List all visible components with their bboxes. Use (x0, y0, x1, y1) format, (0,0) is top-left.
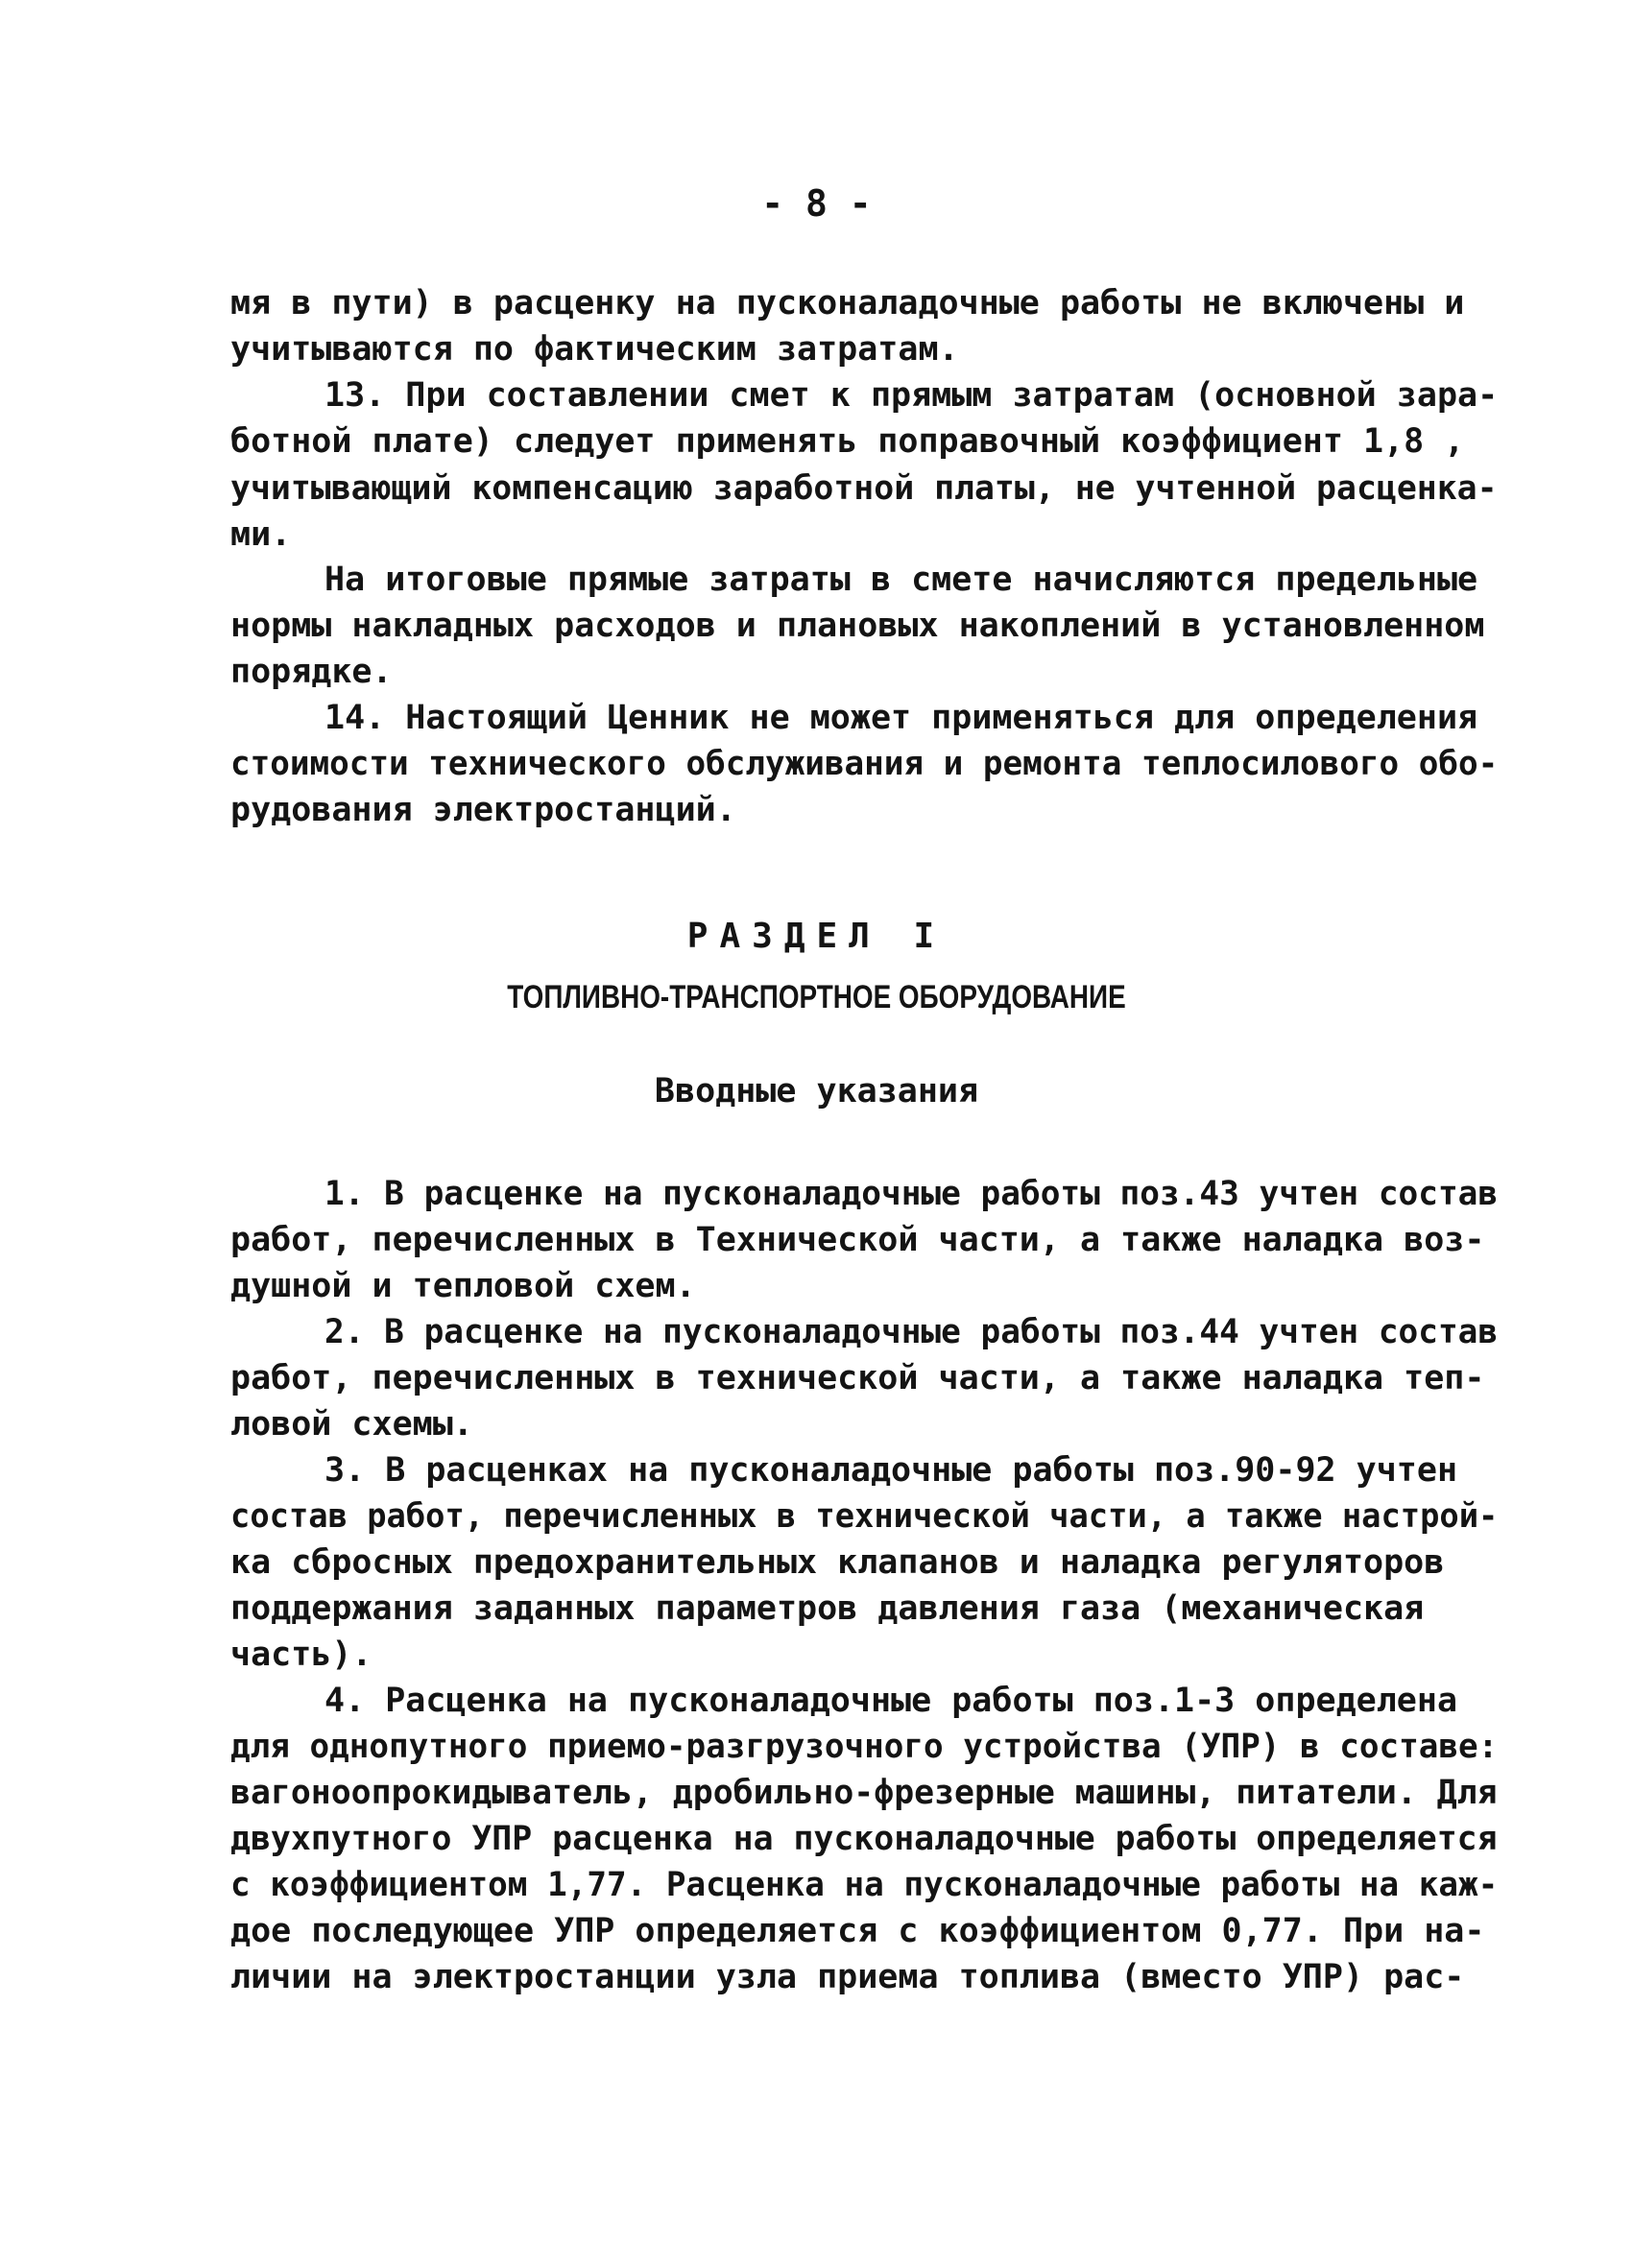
text-line: 14. Настоящий Ценник не может применяться для определения (324, 699, 1478, 737)
text-line: рудования электростанций. (230, 791, 736, 829)
intro-heading: Вводные указания (654, 1072, 979, 1110)
text-line: личии на электростанции узла приема топлива (вместо УПР) рас- (230, 1958, 1465, 1996)
text-line: 13. При составлении смет к прямым затратам (основной зара- (324, 376, 1499, 415)
text-line: дое последующее УПР определяется с коэффициентом 0,77. При на- (230, 1912, 1485, 1950)
text-line: состав работ, перечисленных в технической части, а также настрой- (230, 1497, 1499, 1536)
text-line: учитываются по фактическим затратам. (230, 330, 959, 369)
text-line: стоимости технического обслуживания и ремонта теплосилового обо- (230, 745, 1499, 783)
text-line: На итоговые прямые затраты в смете начисляются предельные (324, 561, 1478, 599)
text-line: работ, перечисленных в технической части, а также наладка теп- (230, 1359, 1485, 1397)
section-title: РАЗДЕЛ I (686, 917, 947, 956)
text-line: поддержания заданных параметров давления газа (механическая (230, 1589, 1425, 1628)
text-line: ка сбросных предохранительных клапанов и наладка регуляторов (230, 1543, 1445, 1582)
text-line: 3. В расценках на пусконаладочные работы поз.90-92 учтен (324, 1451, 1458, 1490)
text-line: двухпутного УПР расценка на пусконаладочные работы определяется (230, 1820, 1498, 1858)
text-line: вагоноопрокидыватель, дробильно-фрезерные машины, питатели. Для (230, 1774, 1498, 1812)
text-line: 1. В расценке на пусконаладочные работы поз.43 учтен состав (324, 1175, 1499, 1213)
section-subtitle: ТОПЛИВНО-ТРАНСПОРТНОЕ ОБОРУДОВАНИЕ (507, 979, 1126, 1015)
text-line: мя в пути) в расценку на пусконаладочные работы не включены и (230, 284, 1465, 322)
text-line: нормы накладных расходов и плановых накоплений в установленном (230, 607, 1485, 645)
text-line: с коэффициентом 1,77. Расценка на пусконаладочные работы на каж- (230, 1866, 1499, 1904)
text-line: ловой схемы. (230, 1405, 473, 1444)
text-line: часть). (230, 1635, 372, 1674)
text-line: душной и тепловой схем. (230, 1267, 696, 1305)
text-line: учитывающий компенсацию заработной платы, не учтенной расценка- (230, 469, 1498, 508)
text-line: ботной плате) следует применять поправочный коэффициент 1,8 , (230, 422, 1465, 461)
page-number: - 8 - (761, 182, 872, 225)
text-line: порядке. (230, 653, 393, 691)
text-line: ми. (230, 515, 292, 554)
text-line: 4. Расценка на пусконаладочные работы поз.1-3 определена (324, 1682, 1458, 1720)
text-line: 2. В расценке на пусконаладочные работы поз.44 учтен состав (324, 1313, 1499, 1351)
text-line: работ, перечисленных в Технической части, а также наладка воз- (230, 1221, 1485, 1259)
text-line: для однопутного приемо-разгрузочного устройства (УПР) в составе: (230, 1728, 1499, 1766)
